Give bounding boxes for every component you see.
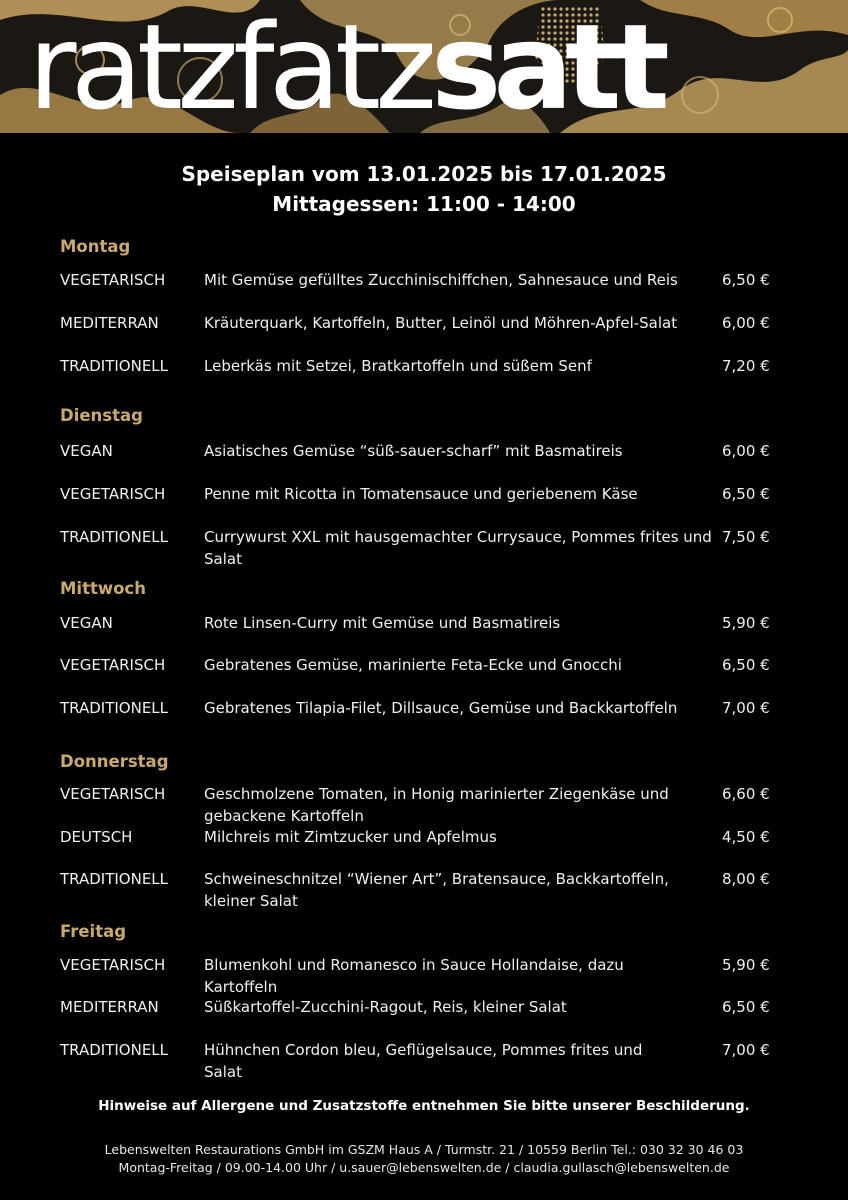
dish-category: TRADITIONELL — [60, 357, 169, 375]
dish-description: Süßkartoffel-Zucchini-Ragout, Reis, kleiner Salat — [204, 998, 567, 1016]
dish-category: VEGAN — [60, 442, 113, 460]
day-heading-freitag: Freitag — [60, 922, 127, 941]
day-heading-montag: Montag — [60, 237, 131, 256]
logo — [28, 0, 662, 133]
dish-description: Blumenkohl und Romanesco in Sauce Hollandaise, dazu Kartoffeln — [204, 956, 624, 996]
dish-category: VEGETARISCH — [60, 271, 166, 289]
dish-price: 6,00 € — [722, 442, 770, 460]
dish-price: 5,90 € — [722, 956, 770, 974]
allergen-note: Hinweise auf Allergene und Zusatzstoffe entnehmen Sie bitte unserer Beschilderung. — [98, 1098, 750, 1114]
dish-category: TRADITIONELL — [60, 870, 169, 888]
dish-category: VEGAN — [60, 614, 113, 632]
day-heading-mittwoch: Mittwoch — [60, 579, 146, 598]
dish-price: 7,20 € — [722, 357, 770, 375]
dish-description: Penne mit Ricotta in Tomatensauce und geriebenem Käse — [204, 485, 638, 503]
dish-category: VEGETARISCH — [60, 656, 166, 674]
dish-description: Gebratenes Tilapia-Filet, Dillsauce, Gemüse und Backkartoffeln — [204, 699, 678, 717]
dish-category: TRADITIONELL — [60, 699, 169, 717]
footer-contact: Montag-Freitag / 09.00-14.00 Uhr / u.sauer@lebenswelten.de / claudia.gullasch@lebenswelten.de — [118, 1160, 730, 1175]
dish-price: 6,50 € — [722, 485, 770, 503]
dish-description: Schweineschnitzel “Wiener Art”, Bratensauce, Backkartoffeln, kleiner Salat — [204, 870, 669, 910]
dish-price: 4,50 € — [722, 828, 770, 846]
dish-price: 6,60 € — [722, 785, 770, 803]
dish-description: Asiatisches Gemüse “süß-sauer-scharf” mit Basmatireis — [204, 442, 623, 460]
dish-category: VEGETARISCH — [60, 785, 166, 803]
day-heading-dienstag: Dienstag — [60, 406, 143, 425]
dish-description: Milchreis mit Zimtzucker und Apfelmus — [204, 828, 497, 846]
dish-category: TRADITIONELL — [60, 1041, 169, 1059]
dish-category: VEGETARISCH — [60, 485, 166, 503]
dish-category: MEDITERRAN — [60, 314, 159, 332]
day-heading-donnerstag: Donnerstag — [60, 752, 169, 771]
dish-price: 6,50 € — [722, 998, 770, 1016]
dish-category: TRADITIONELL — [60, 528, 169, 546]
dish-category: VEGETARISCH — [60, 956, 166, 974]
dish-description: Geschmolzene Tomaten, in Honig marinierter Ziegenkäse und gebackene Kartoffeln — [204, 785, 669, 825]
dish-description: Gebratenes Gemüse, marinierte Feta-Ecke und Gnocchi — [204, 656, 622, 674]
dish-price: 8,00 € — [722, 870, 770, 888]
header-banner — [0, 0, 848, 133]
dish-price: 7,00 € — [722, 1041, 770, 1059]
logo-bold-part: satt — [431, 0, 662, 133]
dish-price: 5,90 € — [722, 614, 770, 632]
page-title: Speiseplan vom 13.01.2025 bis 17.01.2025 — [181, 162, 667, 186]
dish-price: 6,00 € — [722, 314, 770, 332]
dish-price: 6,50 € — [722, 656, 770, 674]
dish-category: MEDITERRAN — [60, 998, 159, 1016]
lunch-hours: Mittagessen: 11:00 - 14:00 — [272, 192, 576, 216]
dish-description: Rote Linsen-Curry mit Gemüse und Basmatireis — [204, 614, 561, 632]
dish-price: 7,00 € — [722, 699, 770, 717]
logo-light-part: ratzfatz — [28, 0, 432, 133]
dish-category: DEUTSCH — [60, 828, 133, 846]
footer-address: Lebenswelten Restaurations GmbH im GSZM Haus A / Turmstr. 21 / 10559 Berlin Tel.: 030 32 30 46 03 — [104, 1142, 744, 1157]
dish-description: Leberkäs mit Setzei, Bratkartoffeln und süßem Senf — [204, 357, 592, 375]
dish-description: Hühnchen Cordon bleu, Geflügelsauce, Pommes frites und Salat — [204, 1041, 643, 1081]
dish-description: Mit Gemüse gefülltes Zucchinischiffchen, Sahnesauce und Reis — [204, 271, 678, 289]
dish-description: Kräuterquark, Kartoffeln, Butter, Leinöl und Möhren-Apfel-Salat — [204, 314, 678, 332]
dish-price: 6,50 € — [722, 271, 770, 289]
dish-price: 7,50 € — [722, 528, 770, 546]
dish-description: Currywurst XXL mit hausgemachter Currysauce, Pommes frites und Salat — [204, 528, 712, 568]
